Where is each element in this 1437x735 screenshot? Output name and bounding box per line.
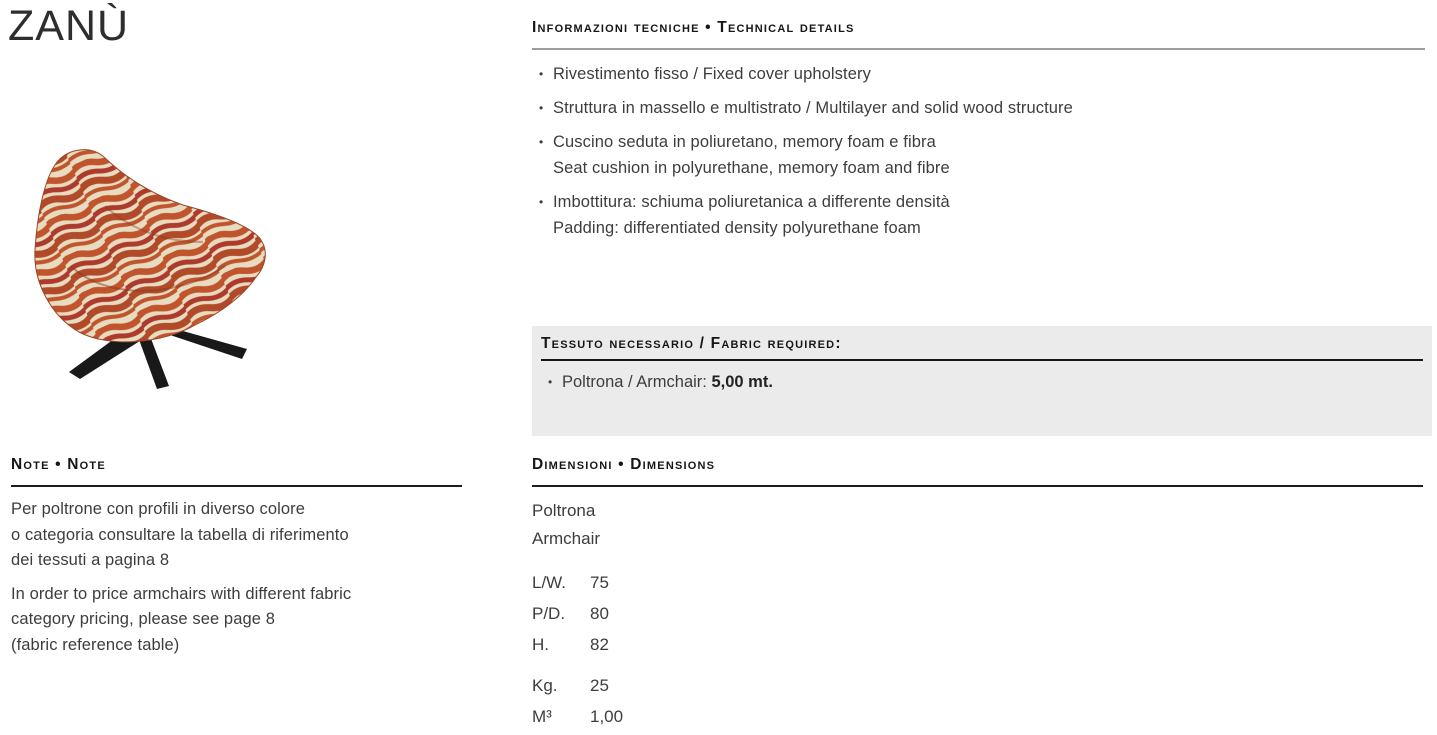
bullet-icon: • bbox=[548, 375, 553, 389]
dimension-value: 1,00 bbox=[590, 707, 624, 726]
dimension-label: Kg. bbox=[532, 676, 558, 695]
dimension-label: H. bbox=[532, 635, 549, 654]
list-item-text: Seat cushion in polyurethane, memory foam and fibre bbox=[553, 159, 950, 177]
technical-details-list bbox=[532, 61, 1432, 249]
note-line: dei tessuti a pagina 8 bbox=[11, 551, 170, 569]
note-section-header: Note • Note bbox=[11, 455, 462, 487]
bullet-icon: • bbox=[539, 135, 544, 149]
list-item bbox=[532, 61, 1432, 87]
bullet-icon: • bbox=[539, 67, 544, 81]
note-paragraph-english bbox=[11, 582, 466, 659]
dimensions-size-group bbox=[532, 567, 609, 660]
note-paragraph-italian bbox=[11, 497, 466, 574]
product-title: ZANÙ bbox=[8, 2, 130, 50]
note-line: In order to price armchairs with different fabric bbox=[11, 584, 352, 603]
dimensions-weight-group bbox=[532, 670, 623, 732]
dimension-row bbox=[532, 598, 609, 629]
fabric-item-value: 5,00 mt. bbox=[711, 373, 773, 391]
list-item-text: Struttura in massello e multistrato / Multilayer and solid wood structure bbox=[553, 99, 1073, 117]
dimension-label: M³ bbox=[532, 707, 552, 726]
note-line: (fabric reference table) bbox=[11, 635, 180, 654]
fabric-required-header: Tessuto necessario / Fabric required: bbox=[541, 334, 1423, 361]
dimension-label: L/W. bbox=[532, 573, 567, 592]
bullet-icon: • bbox=[539, 101, 544, 115]
note-line: o categoria consultare la tabella di riferimento bbox=[11, 525, 349, 544]
note-line: Per poltrone con profili in diverso colore bbox=[11, 500, 306, 518]
product-name-italian: Poltrona bbox=[532, 501, 596, 520]
list-item bbox=[532, 95, 1432, 121]
list-item-text: Cuscino seduta in poliuretano, memory foam e fibra bbox=[553, 133, 936, 151]
technical-section-header: Informazioni tecniche • Technical details bbox=[532, 18, 1425, 50]
armchair-illustration bbox=[13, 148, 271, 396]
dimensions-section-header: Dimensioni • Dimensions bbox=[532, 455, 1423, 487]
dimension-row bbox=[532, 701, 623, 732]
dimension-row bbox=[532, 567, 609, 598]
list-item bbox=[532, 129, 1432, 181]
list-item bbox=[532, 189, 1432, 241]
note-line: category pricing, please see page 8 bbox=[11, 610, 276, 628]
dimension-value: 80 bbox=[590, 604, 609, 623]
dimensions-product-names bbox=[532, 497, 600, 553]
note-body bbox=[11, 497, 466, 658]
dimension-value: 82 bbox=[590, 635, 609, 654]
dimension-value: 25 bbox=[590, 676, 609, 695]
list-item-text: Rivestimento fisso / Fixed cover upholstery bbox=[553, 65, 871, 83]
bullet-icon: • bbox=[539, 195, 544, 209]
fabric-item-label: Poltrona / Armchair: bbox=[562, 373, 707, 391]
product-name-english: Armchair bbox=[532, 529, 601, 548]
list-item-text: Padding: differentiated density polyurethane foam bbox=[553, 219, 921, 237]
dimension-value: 75 bbox=[590, 573, 609, 592]
dimension-row bbox=[532, 629, 609, 660]
list-item-text: Imbottitura: schiuma poliuretanica a differente densità bbox=[553, 193, 950, 211]
fabric-required-item bbox=[541, 370, 1423, 394]
product-photo bbox=[13, 148, 271, 396]
dimension-row bbox=[532, 670, 623, 701]
fabric-required-box bbox=[532, 326, 1432, 436]
chair-body bbox=[35, 150, 265, 342]
dimension-label: P/D. bbox=[532, 604, 566, 623]
